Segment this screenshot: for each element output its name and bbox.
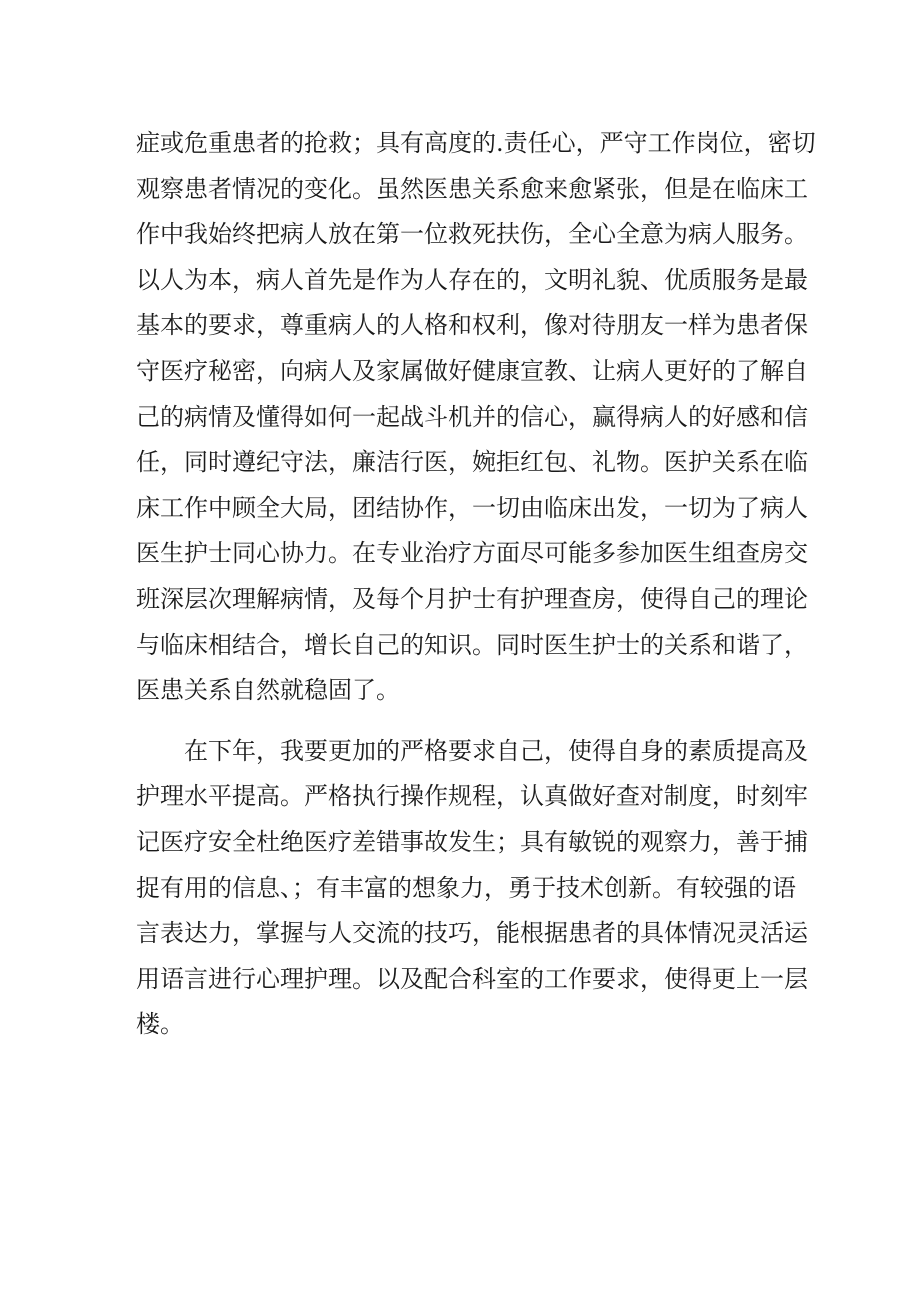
- text-line: 观察患者情况的变化。虽然医患关系愈来愈紧张，但是在临床工: [136, 174, 808, 203]
- text-line: 用语言进行心理护理。以及配合科室的工作要求，使得更上一层: [136, 964, 808, 993]
- paragraph-spacer: [136, 714, 796, 729]
- text-line: 护理水平提高。严格执行操作规程，认真做好查对制度，时刻牢: [136, 782, 808, 811]
- document-body: [136, 121, 816, 1048]
- text-line: 任，同时遵纪守法，廉洁行医，婉拒红包、礼物。医护关系在临: [136, 448, 808, 477]
- text-line: 言表达力，掌握与人交流的技巧，能根据患者的具体情况灵活运: [136, 919, 808, 948]
- paragraph-2: [136, 729, 808, 1048]
- text-line: 楼。: [136, 1010, 184, 1039]
- text-line: 医生护士同心协力。在专业治疗方面尽可能多参加医生组查房交: [136, 539, 808, 568]
- text-line: 在下年，我要更加的严格要求自己，使得自身的素质提高及: [184, 736, 808, 765]
- text-line: 以人为本，病人首先是作为人存在的，文明礼貌、优质服务是最: [136, 265, 808, 294]
- text-line: 医患关系自然就稳固了。: [136, 676, 400, 705]
- text-line: 与临床相结合，增长自己的知识。同时医生护士的关系和谐了，: [136, 630, 808, 659]
- text-line: 班深层次理解病情，及每个月护士有护理查房，使得自己的理论: [136, 584, 808, 613]
- text-line: 床工作中顾全大局，团结协作，一切由临床出发，一切为了病人: [136, 493, 808, 522]
- text-line: 记医疗安全杜绝医疗差错事故发生；具有敏锐的观察力，善于捕: [136, 827, 808, 856]
- text-line: 基本的要求，尊重病人的人格和权利，像对待朋友一样为患者保: [136, 311, 808, 340]
- paragraph-1: [136, 121, 816, 714]
- text-line: 作中我始终把病人放在第一位救死扶伤，全心全意为病人服务。: [136, 220, 808, 249]
- text-line: 症或危重患者的抢救；具有高度的.责任心，严守工作岗位，密切: [136, 129, 816, 157]
- text-line: 己的病情及懂得如何一起战斗机并的信心，赢得病人的好感和信: [136, 402, 808, 431]
- text-line: 捉有用的信息、；有丰富的想象力，勇于技术创新。有较强的语: [136, 873, 796, 902]
- text-line: 守医疗秘密，向病人及家属做好健康宣教、让病人更好的了解自: [136, 356, 808, 385]
